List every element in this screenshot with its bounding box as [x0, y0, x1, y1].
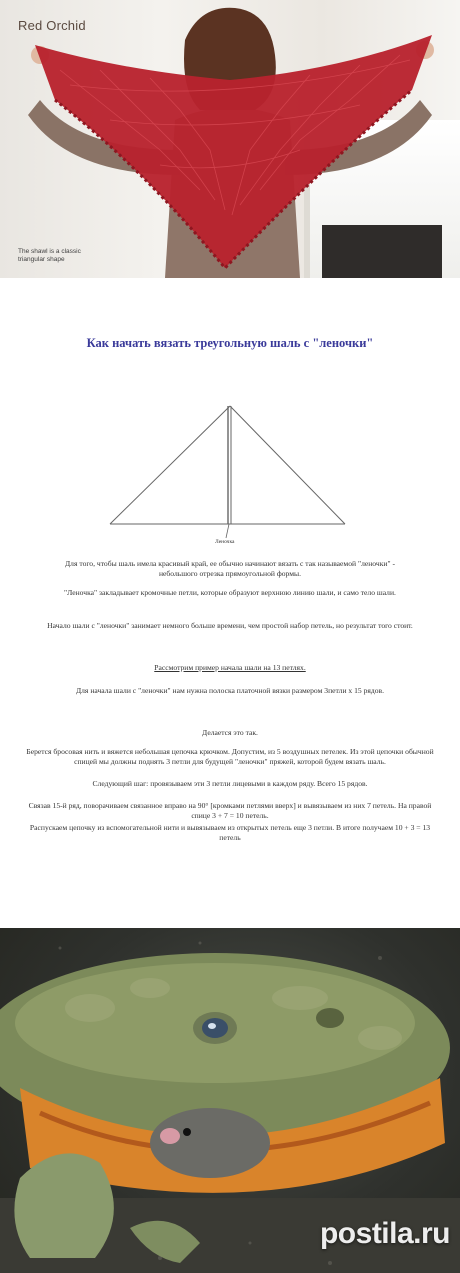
paragraph-7: Берется бросовая нить и вяжется небольшая цепочка крючком. Допустим, из 5 воздушных петелек. Из этой цепочки обычной спицей мы должны поднять 3 петли для будущей "леночки" пряжей, которой будем вязать шаль.: [26, 747, 434, 766]
frog-photo[interactable]: [0, 928, 460, 1273]
paragraph-1: Для того, чтобы шаль имела красивый край, ее обычно начинают вязать с так называемой "леночки" - небольшого отрезка прямоугольной формы.: [64, 559, 396, 578]
paragraph-5: Для начала шали с "леночки" нам нужна полоска платочной вязки размером 3петли х 15 рядов.: [75, 686, 385, 695]
paragraph-4: Рассмотрим пример начала шали на 13 петлях.: [154, 663, 306, 672]
postila-watermark: postila.ru: [319, 1217, 450, 1250]
paragraph-10: Распускаем цепочку из вспомогательной нити и вывязываем из открытых петель еще 3 петли. В итоге получаем 10 + 3 = 13 петель: [29, 823, 431, 842]
document-heading: Как начать вязать треугольную шаль с "леночки": [86, 336, 374, 350]
paragraph-8: Следующий шаг: провязываем эти 3 петли лицевыми в каждом ряду. Всего 15 рядов.: [92, 779, 368, 788]
shawl-illustration: [0, 0, 460, 278]
paragraph-6: Делается это так.: [202, 728, 258, 737]
paragraph-3: Начало шали с "леночки" занимает немного больше времени, чем простой набор петель, но результат того стоит.: [47, 621, 413, 630]
triangle-diagram: [100, 396, 360, 546]
shawl-photo[interactable]: [0, 0, 460, 278]
instruction-document[interactable]: [0, 278, 460, 928]
paragraph-2: "Леночка" закладывает кромочные петли, которые образуют верхнюю линию шали, и само тело шали.: [64, 588, 396, 597]
photo-title: Red Orchid: [18, 18, 86, 33]
paragraph-9: Связав 15-й ряд, поворачиваем связанное вправо на 90° [кромками петлями вверх] и вывязываем из них 7 петель. На правой спице 3 + 7 = 10 петель.: [28, 801, 432, 820]
photo-caption: The shawl is a classic triangular shape: [18, 248, 81, 263]
diagram-label: Леночка: [215, 539, 235, 545]
